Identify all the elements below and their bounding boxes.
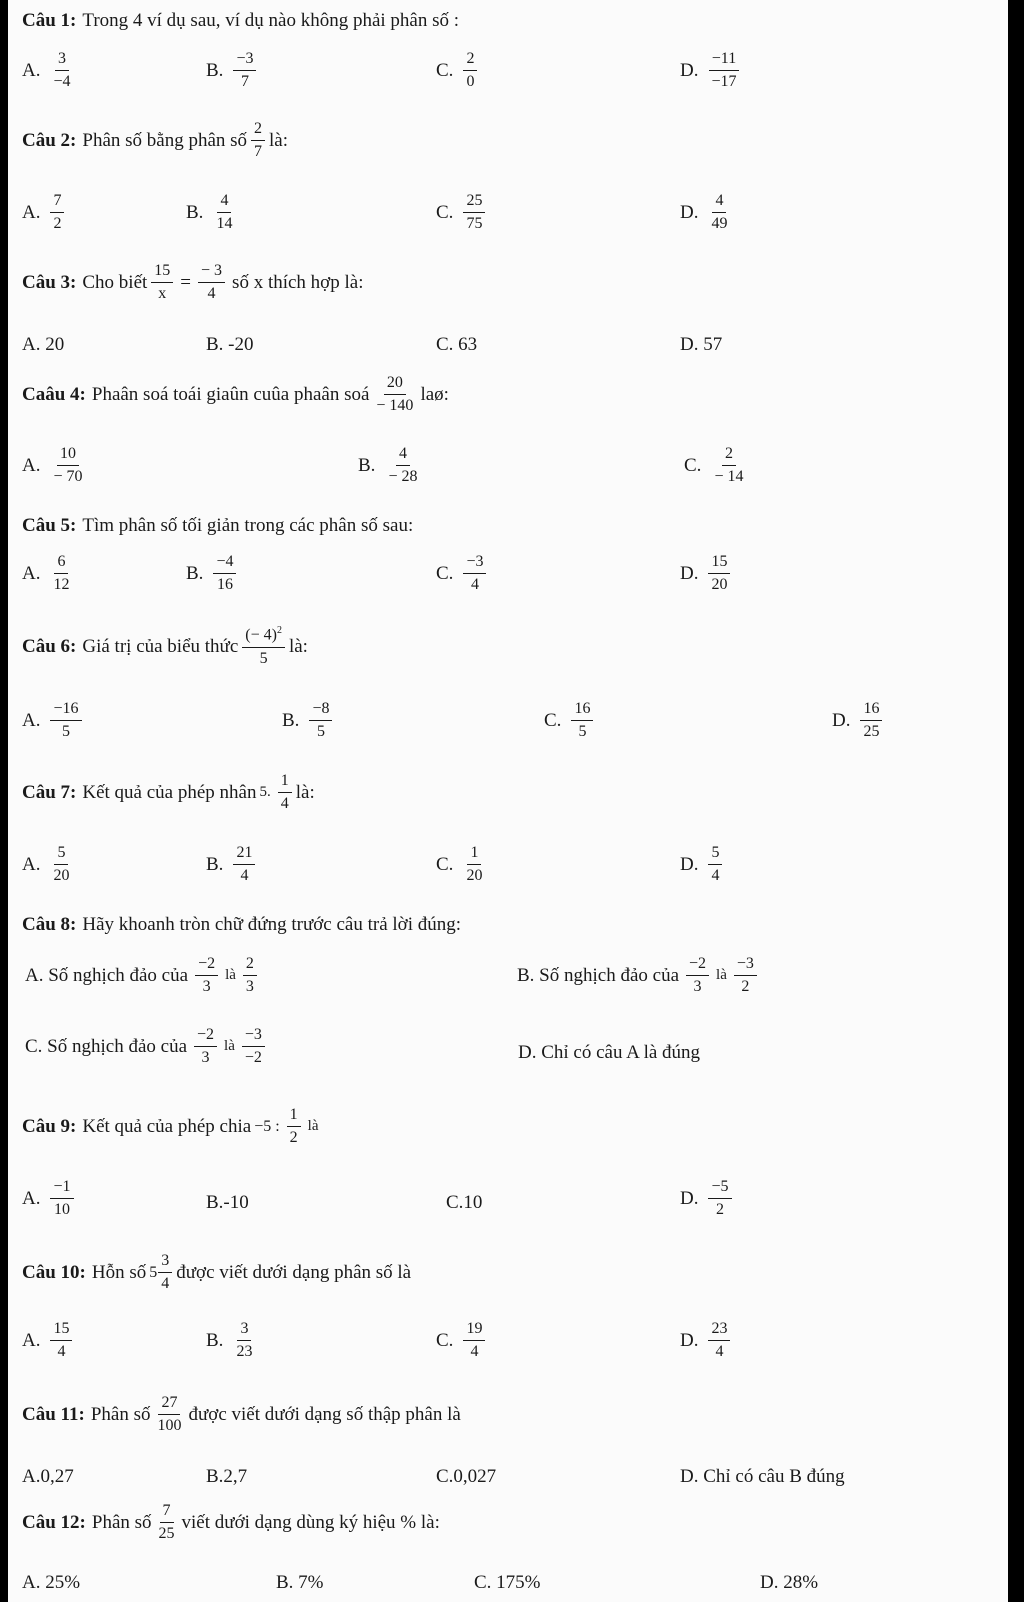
option-text: C. Số nghịch đảo của [25, 1035, 188, 1057]
option-connector: là [225, 967, 236, 984]
option-2a[interactable] [22, 192, 68, 234]
option-letter: D. [680, 562, 699, 584]
option-7c[interactable] [436, 844, 489, 886]
denominator: 49 [711, 215, 728, 233]
question-stem: Trong 4 ví dụ sau, ví dụ nào không phải phân số : [82, 10, 460, 31]
option-letter: D. [680, 853, 699, 875]
fraction [708, 50, 739, 92]
denominator: 5 [316, 723, 325, 741]
numerator: 1 [287, 1106, 301, 1127]
question-label: Caâu 4: [22, 383, 86, 405]
fraction [373, 374, 416, 416]
whole-number: 5 [149, 1263, 158, 1281]
option-letter: D. [680, 1329, 699, 1351]
option-letter: C. [684, 454, 702, 476]
numerator: 25 [463, 192, 485, 213]
fraction [463, 844, 485, 886]
denominator: 3 [202, 978, 211, 996]
denominator: 20 [53, 867, 70, 885]
fraction [708, 1320, 730, 1362]
question-4 [22, 374, 449, 416]
denominator: 4 [207, 285, 216, 303]
option-4a[interactable] [22, 445, 90, 487]
option-text: B. Số nghịch đảo của [517, 964, 680, 986]
option-letter: A. [22, 709, 41, 731]
denominator: 4 [711, 867, 720, 885]
option-11d[interactable]: D. Chỉ có câu B đúng [680, 1466, 845, 1487]
fraction [708, 192, 730, 234]
option-letter: A. [22, 59, 41, 81]
fraction [198, 262, 225, 304]
numerator: −2 [686, 955, 709, 976]
denominator: 5 [578, 723, 587, 741]
numerator: −3 [734, 955, 757, 976]
option-letter: B. [186, 201, 204, 223]
option-7b[interactable] [206, 844, 259, 886]
numerator: 15 [151, 262, 173, 283]
multiplicand: 5. [259, 784, 271, 801]
fraction [571, 700, 593, 742]
numerator: 4 [712, 192, 726, 213]
question-label: Câu 11: [22, 1403, 85, 1425]
numerator: 1 [278, 772, 292, 793]
numerator: 7 [50, 192, 64, 213]
option-5a[interactable] [22, 553, 76, 595]
denominator: 100 [157, 1417, 182, 1435]
option-1b[interactable] [206, 50, 260, 92]
option-5c[interactable] [436, 553, 490, 595]
numerator: −3 [233, 50, 256, 71]
question-label: Câu 9: [22, 1115, 77, 1137]
denominator: −17 [711, 73, 737, 91]
question-stem-end: được viết dưới dạng số thập phân là [188, 1403, 461, 1425]
numerator: 10 [57, 445, 79, 466]
option-12a[interactable]: A. 25% [22, 1572, 81, 1593]
denominator: 2 [289, 1129, 298, 1147]
option-2b[interactable] [186, 192, 239, 234]
option-6a[interactable] [22, 700, 86, 742]
denominator: − 140 [376, 397, 414, 415]
option-8d[interactable]: D. Chỉ có câu A là đúng [518, 1042, 701, 1063]
fraction [243, 955, 257, 997]
fraction [686, 955, 709, 997]
denominator: 7 [240, 73, 249, 91]
option-3b[interactable]: B. -20 [206, 334, 254, 355]
fraction [50, 1320, 72, 1362]
denominator: 25 [158, 1525, 175, 1543]
fraction [50, 553, 72, 595]
numerator: 20 [384, 374, 406, 395]
fraction [278, 772, 292, 814]
question-stem-end: là: [269, 129, 289, 151]
fraction [708, 553, 730, 595]
option-12c[interactable]: C. 175% [474, 1572, 541, 1593]
denominator: 4 [715, 1343, 724, 1361]
fraction [50, 844, 72, 886]
fraction [251, 120, 265, 162]
option-connector: là [716, 967, 727, 984]
option-letter: A. [22, 853, 41, 875]
question-stem-end: là [307, 1118, 319, 1135]
question-6 [22, 625, 308, 668]
option-letter: B. [206, 1329, 224, 1351]
numerator: 1 [467, 844, 481, 865]
numerator [242, 625, 285, 648]
question-label: Câu 3: [22, 271, 77, 293]
denominator: − 28 [388, 468, 418, 486]
question-stem-end: laø: [420, 383, 449, 405]
fraction [463, 192, 485, 234]
option-6c[interactable] [544, 700, 597, 742]
question-1 [22, 10, 459, 32]
option-letter: C. [436, 562, 454, 584]
question-label: Câu 7: [22, 781, 77, 803]
option-8c[interactable] [22, 1026, 269, 1068]
numerator: 5 [708, 844, 722, 865]
fraction [151, 262, 173, 304]
option-11c[interactable]: C.0,027 [436, 1466, 497, 1487]
option-6d[interactable] [832, 700, 886, 742]
option-4b[interactable] [358, 445, 424, 487]
denominator: − 70 [53, 468, 83, 486]
option-12d[interactable]: D. 28% [760, 1572, 819, 1593]
fraction [50, 1178, 73, 1220]
option-9a[interactable] [22, 1178, 78, 1220]
question-stem: Kết quả của phép chia [82, 1115, 252, 1137]
option-letter: A. [22, 562, 41, 584]
option-9d[interactable] [680, 1178, 736, 1220]
denominator: 4 [240, 867, 249, 885]
fraction [213, 192, 235, 234]
option-letter: C. [544, 709, 562, 731]
option-10a[interactable] [22, 1320, 76, 1362]
question-10 [22, 1252, 411, 1294]
numerator: 2 [251, 120, 265, 141]
numerator: −4 [213, 553, 236, 574]
denominator: x [158, 285, 167, 303]
option-letter: C. [436, 59, 454, 81]
numerator: −8 [309, 700, 332, 721]
option-letter: D. [680, 201, 699, 223]
option-letter: A. [22, 454, 41, 476]
fraction [734, 955, 757, 997]
fraction [213, 553, 236, 595]
exponent: 2 [276, 625, 282, 636]
question-label: Câu 10: [22, 1261, 86, 1283]
denominator: 7 [254, 143, 263, 161]
fraction [309, 700, 332, 742]
option-10c[interactable] [436, 1320, 489, 1362]
numerator: −11 [709, 50, 739, 71]
option-10d[interactable] [680, 1320, 734, 1362]
question-11 [22, 1394, 461, 1436]
denominator: 20 [466, 867, 483, 885]
numerator: 5 [54, 844, 68, 865]
fraction [242, 1026, 265, 1068]
option-letter: D. [680, 1187, 699, 1209]
denominator: 3 [201, 1049, 210, 1067]
numerator: 6 [54, 553, 68, 574]
option-9c[interactable]: C.10 [446, 1192, 483, 1213]
option-9b[interactable]: B.-10 [206, 1192, 249, 1213]
question-stem: Phân số [90, 1403, 151, 1425]
denominator: 5 [62, 723, 70, 741]
numerator: 23 [708, 1320, 730, 1341]
question-label: Câu 2: [22, 129, 77, 151]
denominator: 4 [161, 1275, 170, 1293]
numerator: 2 [722, 445, 736, 466]
option-letter: C. [436, 1329, 454, 1351]
option-6b[interactable] [282, 700, 336, 742]
option-7a[interactable] [22, 844, 76, 886]
denominator: 14 [216, 215, 233, 233]
denominator: 4 [470, 1343, 479, 1361]
option-3d[interactable]: D. 57 [680, 334, 723, 355]
numerator: 2 [463, 50, 477, 71]
option-12b[interactable]: B. 7% [276, 1572, 324, 1593]
option-letter: A. [22, 1187, 41, 1209]
denominator: 4 [57, 1343, 66, 1361]
numerator: −2 [195, 955, 218, 976]
numerator: −3 [463, 553, 486, 574]
numerator: 15 [50, 1320, 72, 1341]
fraction [50, 445, 85, 487]
numerator: 3 [237, 1320, 251, 1341]
denominator: 16 [216, 576, 233, 594]
option-8a[interactable] [22, 955, 261, 997]
denominator: −4 [53, 73, 71, 91]
fraction [385, 445, 420, 487]
denominator: 3 [693, 978, 702, 996]
denominator: 23 [236, 1343, 253, 1361]
option-2c[interactable] [436, 192, 489, 234]
numerator: 7 [160, 1502, 174, 1523]
numerator: 3 [158, 1252, 172, 1273]
question-stem: Cho biết [82, 271, 148, 293]
denominator: 3 [245, 978, 254, 996]
option-1c[interactable] [436, 50, 481, 92]
question-3 [22, 262, 366, 304]
question-5 [22, 515, 413, 537]
fraction [242, 625, 285, 668]
question-stem-end: là: [288, 635, 308, 657]
fraction [287, 1106, 301, 1148]
option-letter: B. [206, 853, 224, 875]
fraction [195, 955, 218, 997]
denominator: 4 [470, 576, 479, 594]
option-11b[interactable]: B.2,7 [206, 1466, 248, 1487]
denominator: −2 [244, 1049, 262, 1067]
denominator: − 14 [714, 468, 744, 486]
option-letter: B. [206, 59, 224, 81]
option-7d[interactable] [680, 844, 726, 886]
option-letter: A. [22, 201, 41, 223]
denominator: 75 [466, 215, 483, 233]
numerator: −16 [50, 700, 81, 721]
option-letter: A. [22, 1329, 41, 1351]
question-label: Câu 12: [22, 1511, 86, 1533]
option-1a[interactable] [22, 50, 78, 92]
question-12 [22, 1502, 440, 1544]
denominator: 2 [53, 215, 62, 233]
question-2 [22, 120, 288, 162]
numerator: 15 [708, 553, 730, 574]
option-8b[interactable] [514, 955, 761, 997]
question-stem: Tìm phân số tối giản trong các phân số sau: [82, 515, 414, 536]
option-letter: B. [186, 562, 204, 584]
denominator: 10 [54, 1201, 70, 1219]
denominator: 12 [53, 576, 70, 594]
fraction [711, 445, 746, 487]
question-stem-end: viết dưới dạng dùng ký hiệu % là: [181, 1511, 440, 1533]
numerator: 4 [217, 192, 231, 213]
question-label: Câu 8: [22, 914, 77, 935]
option-letter: D. [832, 709, 851, 731]
fraction [463, 1320, 485, 1362]
fraction [233, 50, 256, 92]
dividend: −5 : [254, 1117, 280, 1135]
denominator: 2 [716, 1201, 724, 1219]
option-11a[interactable]: A.0,27 [22, 1466, 74, 1487]
fraction [860, 700, 882, 742]
numerator: −2 [194, 1026, 217, 1047]
option-4c[interactable] [684, 445, 750, 487]
option-3a[interactable]: A. 20 [22, 334, 65, 355]
fraction [50, 192, 64, 234]
question-stem: Phân số bằng phân số [82, 129, 248, 151]
denominator: 4 [280, 795, 289, 813]
question-9 [22, 1106, 321, 1148]
option-1d[interactable] [680, 50, 744, 92]
numerator: −1 [50, 1178, 73, 1199]
question-7 [22, 772, 315, 814]
fraction [233, 1320, 255, 1362]
question-8 [22, 914, 461, 936]
fraction [156, 1502, 178, 1544]
numerator: −3 [242, 1026, 265, 1047]
numerator: 2 [243, 955, 257, 976]
option-letter: B. [282, 709, 300, 731]
numerator: −5 [708, 1178, 731, 1199]
fraction [154, 1394, 184, 1436]
option-letter: B. [358, 454, 376, 476]
question-stem-end: là: [295, 781, 315, 803]
denominator: 5 [259, 649, 268, 667]
question-stem: Hỗn số [91, 1261, 147, 1283]
numerator-base: (− 4) [245, 626, 277, 644]
numerator: 3 [55, 50, 69, 71]
denominator: 25 [863, 723, 880, 741]
question-label: Câu 6: [22, 635, 77, 657]
fraction [50, 700, 81, 742]
option-text: A. Số nghịch đảo của [25, 964, 189, 986]
fraction [708, 1178, 731, 1220]
option-5d[interactable] [680, 553, 734, 595]
numerator: 4 [396, 445, 410, 466]
question-stem: Phaân soá toái giaûn cuûa phaân soá [91, 383, 370, 405]
fraction [158, 1252, 172, 1294]
option-connector: là [224, 1038, 235, 1055]
numerator: 16 [860, 700, 882, 721]
numerator: − 3 [198, 262, 225, 283]
option-3c[interactable]: C. 63 [436, 334, 478, 355]
fraction [50, 50, 73, 92]
fraction [708, 844, 722, 886]
fraction [463, 50, 477, 92]
option-letter: C. [436, 853, 454, 875]
fraction [463, 553, 486, 595]
numerator: 21 [233, 844, 255, 865]
numerator: 16 [571, 700, 593, 721]
denominator: 0 [466, 73, 475, 91]
denominator: 2 [741, 978, 750, 996]
fraction [233, 844, 255, 886]
question-stem-end: được viết dưới dạng phân số là [176, 1261, 412, 1283]
worksheet-page [8, 0, 1008, 1602]
question-label: Câu 5: [22, 515, 77, 536]
question-stem-end: số x thích hợp là: [232, 271, 364, 293]
numerator: 19 [463, 1320, 485, 1341]
equals-sign: = [180, 271, 192, 293]
option-letter: C. [436, 201, 454, 223]
option-letter: D. [680, 59, 699, 81]
question-stem: Phân số [91, 1511, 152, 1533]
numerator: 27 [158, 1394, 180, 1415]
question-stem: Hãy khoanh tròn chữ đứng trước câu trả lời đúng: [82, 914, 462, 935]
denominator: 20 [711, 576, 728, 594]
question-label: Câu 1: [22, 10, 77, 31]
question-stem: Kết quả của phép nhân [82, 781, 257, 803]
option-2d[interactable] [680, 192, 734, 234]
question-stem: Giá trị của biểu thức [82, 635, 239, 657]
option-5b[interactable] [186, 553, 240, 595]
fraction [194, 1026, 217, 1068]
option-10b[interactable] [206, 1320, 259, 1362]
